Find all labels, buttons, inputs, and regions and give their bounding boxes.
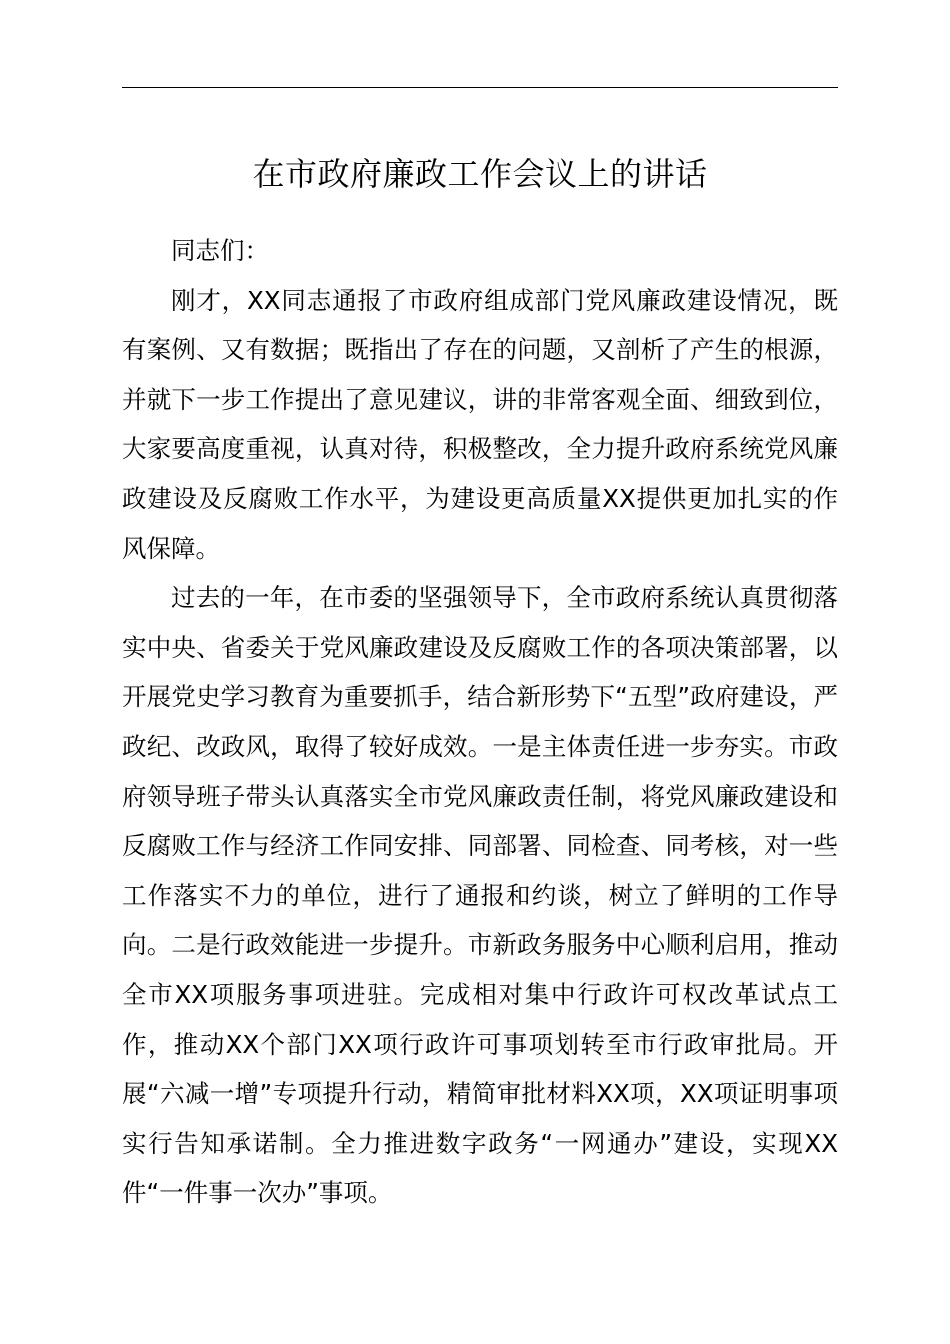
salutation: 同志们： [171, 236, 269, 265]
paragraph-1: 刚才，XX同志通报了市政府组成部门党风廉政建设情况，既有案例、又有数据；既指出了存在的问题，又剖析了产生的根源，并就下一步工作提出了意见建议，讲的非常客观全面、细致到位，大家要高度重视，认真对待，积极整改，全力提升政府系统党风廉政建设及反腐败工作水平，为建设更高质量XX提供更加扎实的作风保障。 [122, 285, 838, 563]
document-title: 在市政府廉政工作会议上的讲话 [252, 155, 708, 193]
paragraph-2: 过去的一年，在市委的坚强领导下，全市政府系统认真贯彻落实中央、省委关于党风廉政建设及反腐败工作的各项决策部署，以开展党史学习教育为重要抓手，结合新形势下“五型”政府建设，严政纪、改政风，取得了较好成效。一是主体责任进一步夯实。市政府领导班子带头认真落实全市党风廉政责任制，将党风廉政建设和反腐败工作与经济工作同安排、同部署、同检查、同考核，对一些工作落实不力的单位，进行了通报和约谈，树立了鲜明的工作导向。二是行政效能进一步提升。市新政务服务中心顺利启用，推动全市XX项服务事项进驻。完成相对集中行政许可权改革试点工作，推动XX个部门XX项行政许可事项划转至市行政审批局。开展“六减一增”专项提升行动，精简审批材料XX项，XX项证明事项实行告知承诺制。全力推进数字政务“一网通办”建设，实现XX件“一件事一次办”事项。 [122, 583, 838, 1208]
document-body [122, 226, 838, 1218]
header-rule [122, 87, 838, 88]
